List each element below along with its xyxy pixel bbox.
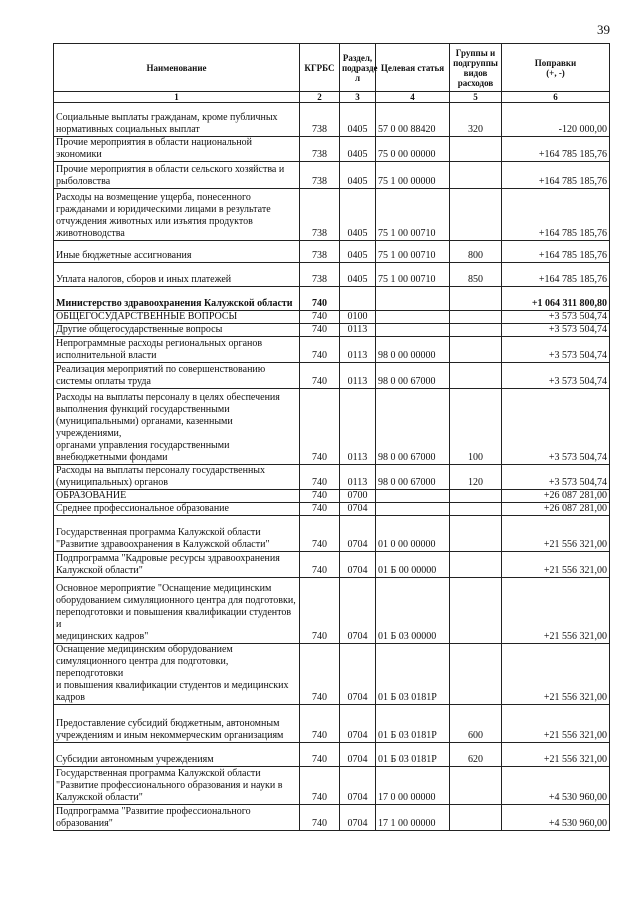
row-section: 0405 — [340, 189, 376, 241]
row-amount: +26 087 281,00 — [502, 490, 610, 503]
row-target-article: 01 Б 03 00000 — [376, 578, 450, 644]
row-amount: +164 785 185,76 — [502, 189, 610, 241]
row-section: 0405 — [340, 103, 376, 137]
row-kgrbs: 738 — [300, 241, 340, 263]
column-number: 4 — [376, 92, 450, 103]
row-target-article: 75 1 00 00710 — [376, 263, 450, 287]
table-row — [54, 189, 610, 241]
row-target-article: 98 0 00 00000 — [376, 337, 450, 363]
row-expense-type: 120 — [450, 465, 502, 490]
row-kgrbs: 740 — [300, 503, 340, 516]
table-row — [54, 263, 610, 287]
row-expense-type: 600 — [450, 705, 502, 743]
row-section: 0405 — [340, 263, 376, 287]
row-target-article: 17 0 00 00000 — [376, 767, 450, 805]
row-target-article: 01 Б 03 0181Р — [376, 644, 450, 705]
row-expense-type — [450, 337, 502, 363]
row-amount: +164 785 185,76 — [502, 241, 610, 263]
column-number: 2 — [300, 92, 340, 103]
row-target-article: 01 Б 03 0181Р — [376, 705, 450, 743]
row-name: Предоставление субсидий бюджетным, автономным учреждениям и иным некоммерческим организациям — [54, 705, 300, 743]
row-section: 0700 — [340, 490, 376, 503]
row-amount: +164 785 185,76 — [502, 137, 610, 162]
header-name: Наименование — [54, 44, 300, 92]
row-expense-type — [450, 287, 502, 311]
column-number: 5 — [450, 92, 502, 103]
row-amount: +21 556 321,00 — [502, 552, 610, 578]
row-amount: +21 556 321,00 — [502, 743, 610, 767]
row-expense-type — [450, 503, 502, 516]
row-amount: +4 530 960,00 — [502, 767, 610, 805]
row-name: Иные бюджетные ассигнования — [54, 241, 300, 263]
row-section: 0704 — [340, 503, 376, 516]
row-section: 0113 — [340, 389, 376, 465]
table-row — [54, 552, 610, 578]
header-amendments: Поправки (+, -) — [502, 44, 610, 92]
row-expense-type — [450, 162, 502, 189]
row-name: Прочие мероприятия в области национальной экономики — [54, 137, 300, 162]
row-section: 0704 — [340, 743, 376, 767]
table-row — [54, 311, 610, 324]
row-expense-type: 620 — [450, 743, 502, 767]
row-name: Другие общегосударственные вопросы — [54, 324, 300, 337]
row-section: 0405 — [340, 162, 376, 189]
table-row — [54, 805, 610, 831]
row-target-article: 01 Б 03 0181Р — [376, 743, 450, 767]
row-kgrbs: 738 — [300, 162, 340, 189]
row-expense-type — [450, 490, 502, 503]
row-kgrbs: 740 — [300, 287, 340, 311]
row-kgrbs: 740 — [300, 490, 340, 503]
column-number: 6 — [502, 92, 610, 103]
table-row — [54, 389, 610, 465]
row-expense-type — [450, 644, 502, 705]
row-target-article: 01 Б 00 00000 — [376, 552, 450, 578]
table-row — [54, 465, 610, 490]
table-row — [54, 490, 610, 503]
row-section: 0704 — [340, 805, 376, 831]
row-name: Подпрограмма "Кадровые ресурсы здравоохранения Калужской области" — [54, 552, 300, 578]
row-target-article: 01 0 00 00000 — [376, 516, 450, 552]
row-target-article: 75 1 00 00710 — [376, 189, 450, 241]
row-amount: +21 556 321,00 — [502, 644, 610, 705]
row-kgrbs: 740 — [300, 767, 340, 805]
row-amount: +164 785 185,76 — [502, 162, 610, 189]
row-name: Реализация мероприятий по совершенствованию системы оплаты труда — [54, 363, 300, 389]
row-kgrbs: 740 — [300, 337, 340, 363]
row-expense-type — [450, 311, 502, 324]
row-expense-type: 100 — [450, 389, 502, 465]
row-name: Прочие мероприятия в области сельского хозяйства и рыболовства — [54, 162, 300, 189]
row-kgrbs: 740 — [300, 324, 340, 337]
row-name: Расходы на выплаты персоналу в целях обеспечения выполнения функций государственными (муниципальными) органами, казенными учреждениями, органами управления государственными внебюджетными фондами — [54, 389, 300, 465]
row-amount: -120 000,00 — [502, 103, 610, 137]
row-amount: +26 087 281,00 — [502, 503, 610, 516]
row-expense-type — [450, 324, 502, 337]
header-target-article: Целевая статья — [376, 44, 450, 92]
row-target-article: 75 0 00 00000 — [376, 137, 450, 162]
row-kgrbs: 740 — [300, 743, 340, 767]
header-row — [54, 44, 610, 92]
header-kgrbs: КГРБС — [300, 44, 340, 92]
row-target-article — [376, 490, 450, 503]
row-expense-type — [450, 767, 502, 805]
row-amount: +3 573 504,74 — [502, 465, 610, 490]
row-amount: +3 573 504,74 — [502, 324, 610, 337]
row-expense-type — [450, 189, 502, 241]
row-amount: +3 573 504,74 — [502, 311, 610, 324]
row-name: ОБЩЕГОСУДАРСТВЕННЫЕ ВОПРОСЫ — [54, 311, 300, 324]
table-row — [54, 241, 610, 263]
row-target-article: 98 0 00 67000 — [376, 465, 450, 490]
row-target-article — [376, 311, 450, 324]
row-section: 0704 — [340, 644, 376, 705]
row-target-article: 17 1 00 00000 — [376, 805, 450, 831]
table-row — [54, 162, 610, 189]
row-expense-type — [450, 805, 502, 831]
row-name: Непрограммные расходы региональных органов исполнительной власти — [54, 337, 300, 363]
header-section: Раздел, подразде л — [340, 44, 376, 92]
table-row — [54, 644, 610, 705]
row-expense-type — [450, 552, 502, 578]
row-target-article: 98 0 00 67000 — [376, 389, 450, 465]
table-row — [54, 705, 610, 743]
row-expense-type: 850 — [450, 263, 502, 287]
table-row — [54, 767, 610, 805]
row-expense-type — [450, 363, 502, 389]
row-amount: +3 573 504,74 — [502, 337, 610, 363]
header-expense-type: Группы и подгруппы видов расходов — [450, 44, 502, 92]
row-section: 0113 — [340, 337, 376, 363]
row-section: 0405 — [340, 137, 376, 162]
table-row — [54, 516, 610, 552]
column-number: 1 — [54, 92, 300, 103]
row-kgrbs: 740 — [300, 805, 340, 831]
page-number: 39 — [597, 22, 610, 37]
row-amount: +1 064 311 800,80 — [502, 287, 610, 311]
row-name: Государственная программа Калужской области "Развитие здравоохранения в Калужской области" — [54, 516, 300, 552]
row-expense-type: 320 — [450, 103, 502, 137]
row-section — [340, 287, 376, 311]
table-row — [54, 578, 610, 644]
row-kgrbs: 740 — [300, 578, 340, 644]
row-name: Оснащение медицинским оборудованием симуляционного центра для подготовки, переподготовки и повышения квалификации студентов и медицинских кадров — [54, 644, 300, 705]
row-name: Подпрограмма "Развитие профессионального образования" — [54, 805, 300, 831]
row-kgrbs: 740 — [300, 465, 340, 490]
row-target-article — [376, 324, 450, 337]
row-name: Расходы на возмещение ущерба, понесенного гражданами и юридическими лицами в результате отчуждения животных или изъятия продуктов животноводства — [54, 189, 300, 241]
row-kgrbs: 740 — [300, 552, 340, 578]
row-name: Министерство здравоохранения Калужской области — [54, 287, 300, 311]
row-name: Социальные выплаты гражданам, кроме публичных нормативных социальных выплат — [54, 103, 300, 137]
row-target-article — [376, 287, 450, 311]
row-section: 0100 — [340, 311, 376, 324]
row-name: Среднее профессиональное образование — [54, 503, 300, 516]
column-number-row — [54, 92, 610, 103]
row-kgrbs: 740 — [300, 363, 340, 389]
row-section: 0704 — [340, 705, 376, 743]
table-row — [54, 363, 610, 389]
row-kgrbs: 740 — [300, 516, 340, 552]
row-target-article: 75 1 00 00710 — [376, 241, 450, 263]
row-kgrbs: 740 — [300, 705, 340, 743]
row-amount: +21 556 321,00 — [502, 705, 610, 743]
table-row — [54, 137, 610, 162]
row-kgrbs: 740 — [300, 311, 340, 324]
row-target-article: 98 0 00 67000 — [376, 363, 450, 389]
row-section: 0704 — [340, 767, 376, 805]
row-name: Уплата налогов, сборов и иных платежей — [54, 263, 300, 287]
table-row — [54, 503, 610, 516]
row-target-article — [376, 503, 450, 516]
row-section: 0113 — [340, 363, 376, 389]
row-amount: +3 573 504,74 — [502, 389, 610, 465]
row-target-article: 57 0 00 88420 — [376, 103, 450, 137]
row-kgrbs: 738 — [300, 263, 340, 287]
row-target-article: 75 1 00 00000 — [376, 162, 450, 189]
row-amount: +4 530 960,00 — [502, 805, 610, 831]
budget-amendments-table — [53, 43, 610, 831]
row-name: Субсидии автономным учреждениям — [54, 743, 300, 767]
row-section: 0704 — [340, 578, 376, 644]
table-row — [54, 337, 610, 363]
row-kgrbs: 738 — [300, 103, 340, 137]
row-name: Основное мероприятие "Оснащение медицинским оборудованием симуляционного центра для подготовки, переподготовки и повышения квалификации студентов и медицинских кадров" — [54, 578, 300, 644]
column-number: 3 — [340, 92, 376, 103]
row-name: Расходы на выплаты персоналу государственных (муниципальных) органов — [54, 465, 300, 490]
table-row — [54, 103, 610, 137]
row-section: 0405 — [340, 241, 376, 263]
row-section: 0113 — [340, 324, 376, 337]
row-name: Государственная программа Калужской области "Развитие профессионального образования и науки в Калужской области" — [54, 767, 300, 805]
row-section: 0704 — [340, 516, 376, 552]
row-name: ОБРАЗОВАНИЕ — [54, 490, 300, 503]
table-row — [54, 287, 610, 311]
row-expense-type — [450, 578, 502, 644]
row-amount: +21 556 321,00 — [502, 578, 610, 644]
table-row — [54, 743, 610, 767]
row-expense-type — [450, 516, 502, 552]
row-section: 0113 — [340, 465, 376, 490]
row-kgrbs: 738 — [300, 137, 340, 162]
row-expense-type: 800 — [450, 241, 502, 263]
row-amount: +164 785 185,76 — [502, 263, 610, 287]
row-section: 0704 — [340, 552, 376, 578]
row-kgrbs: 738 — [300, 189, 340, 241]
row-expense-type — [450, 137, 502, 162]
row-kgrbs: 740 — [300, 389, 340, 465]
row-amount: +3 573 504,74 — [502, 363, 610, 389]
row-amount: +21 556 321,00 — [502, 516, 610, 552]
row-kgrbs: 740 — [300, 644, 340, 705]
table-row — [54, 324, 610, 337]
